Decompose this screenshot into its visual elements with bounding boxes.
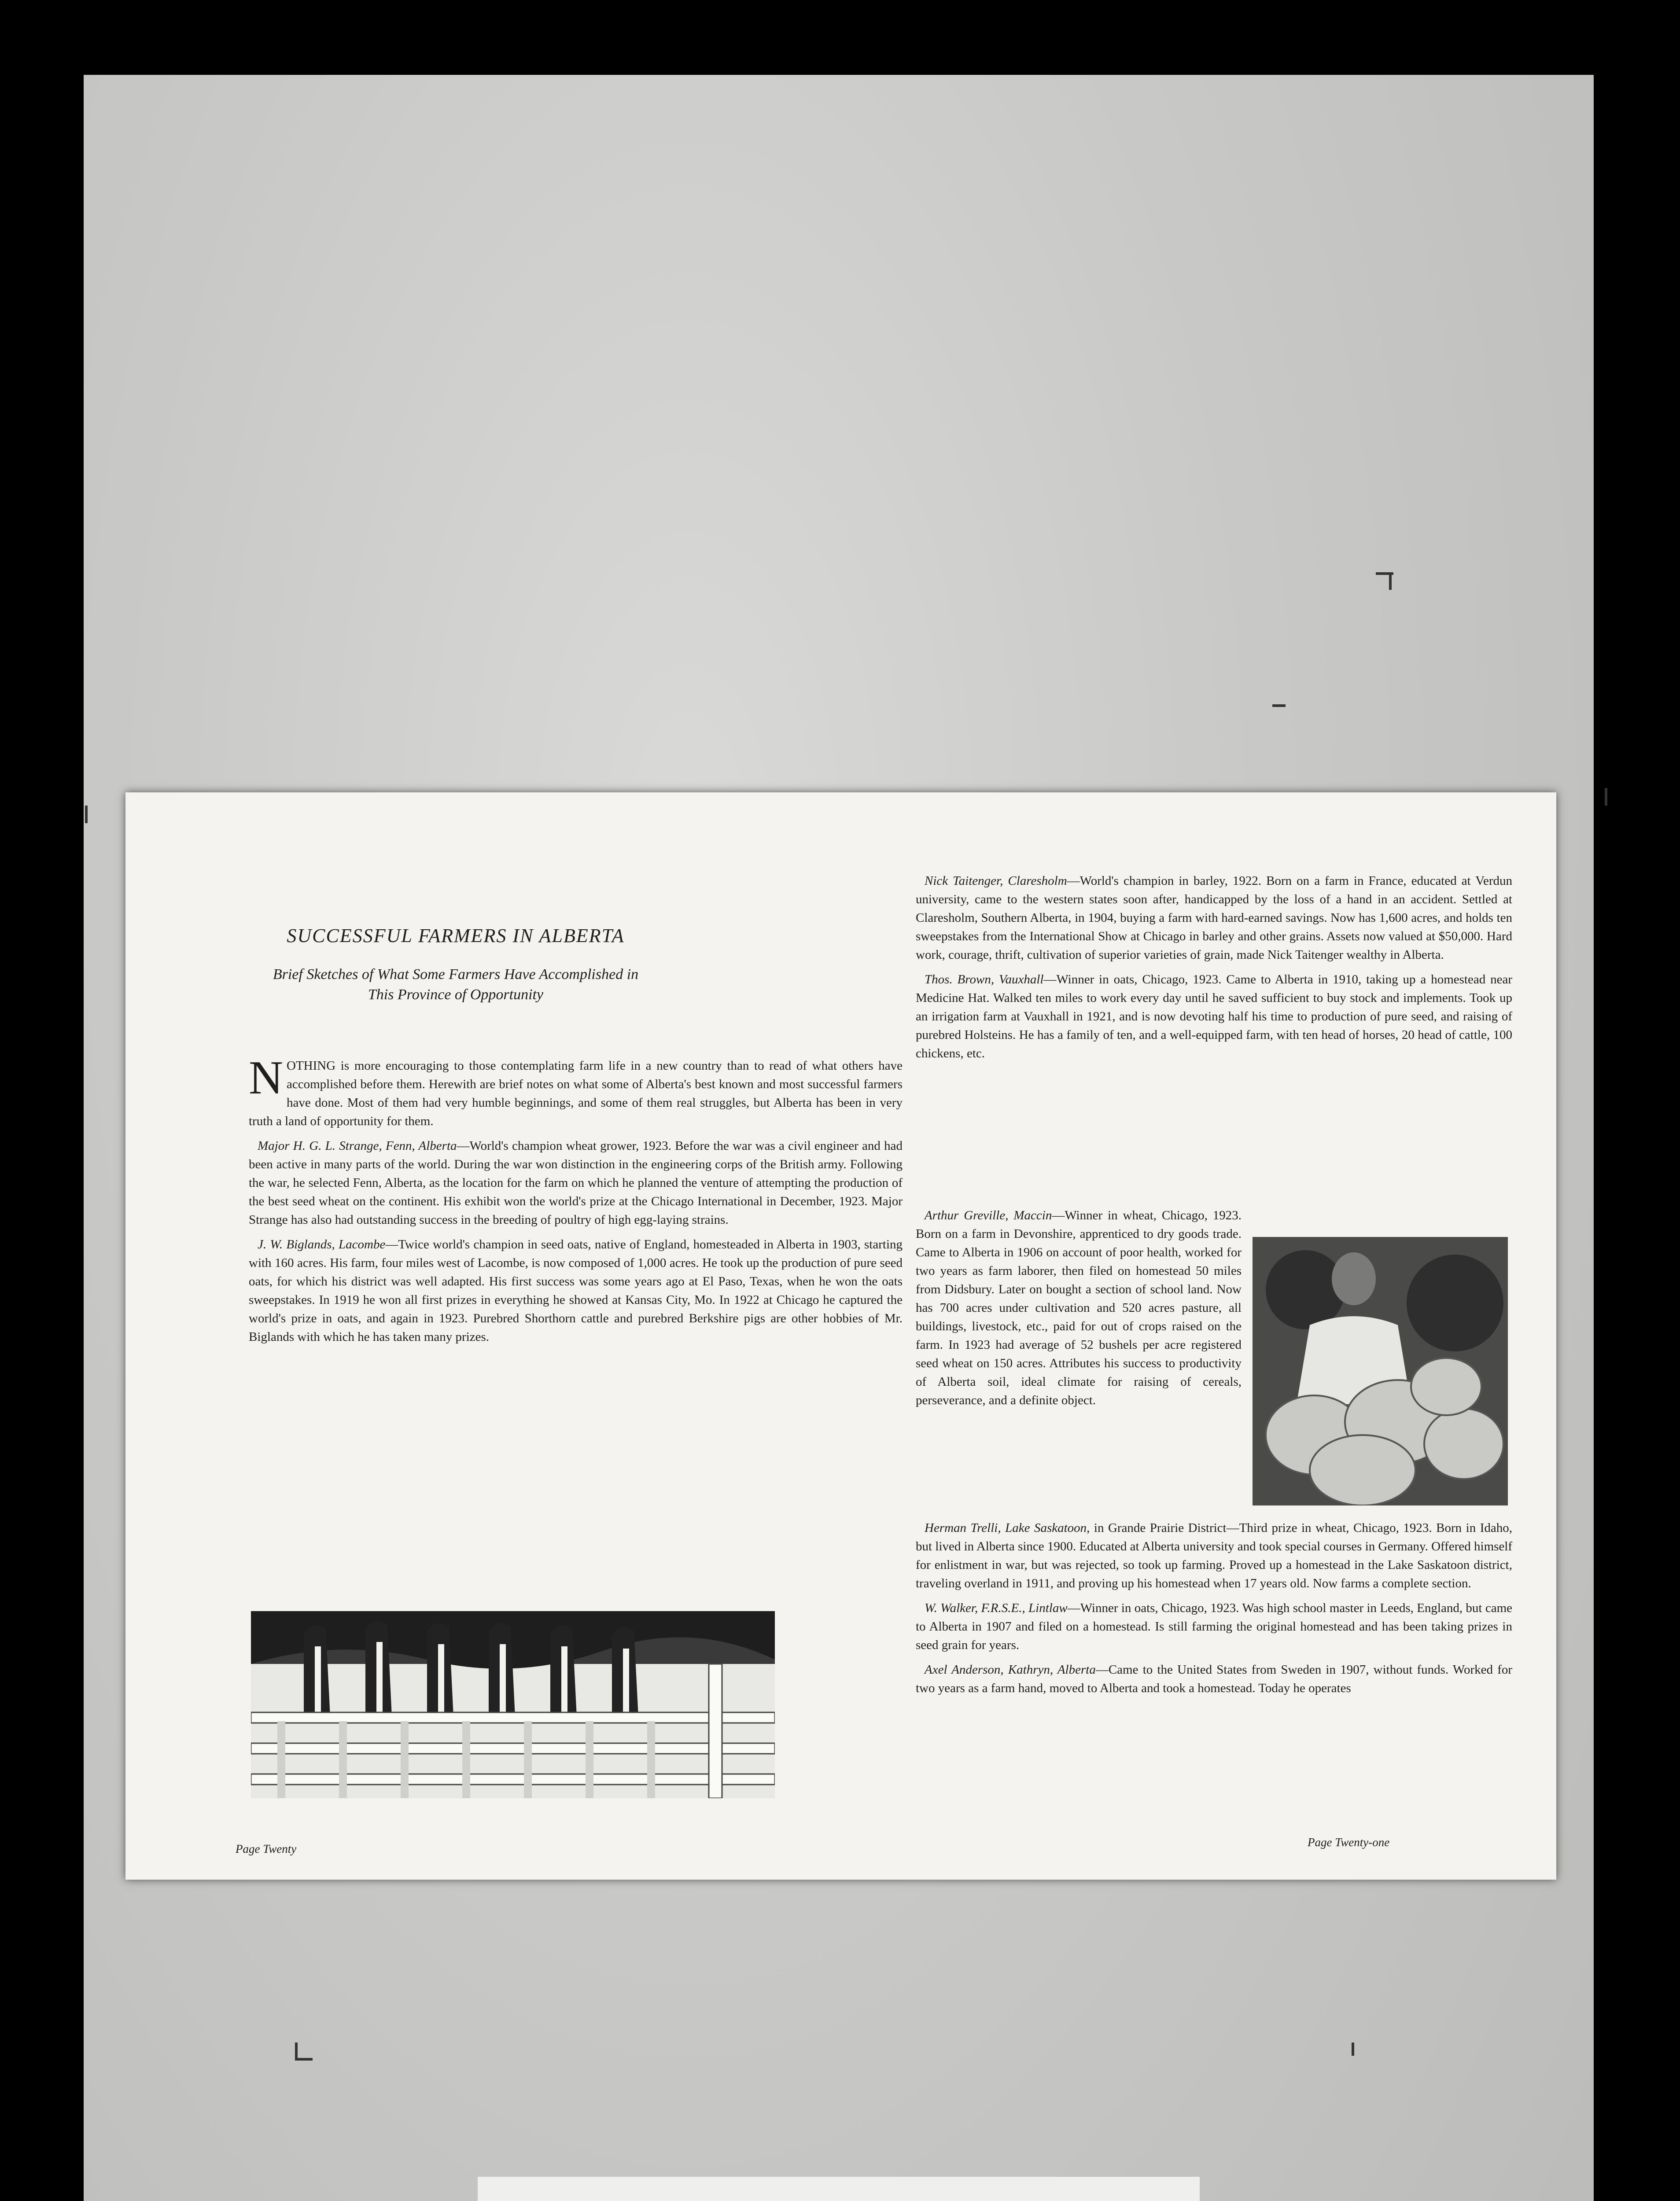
sketch-paragraph xyxy=(916,872,1512,964)
sketch-paragraph xyxy=(249,1137,903,1229)
sketch-paragraph xyxy=(249,1235,903,1346)
sketch-paragraph xyxy=(916,1660,1512,1697)
sketch-paragraph xyxy=(916,970,1512,1063)
farmer-name: Axel Anderson, Kathryn, Alberta xyxy=(925,1663,1096,1677)
article-header xyxy=(192,924,720,1005)
farmer-name: Thos. Brown, Vauxhall xyxy=(925,972,1044,986)
farmer-name: Arthur Greville, Maccin xyxy=(925,1208,1052,1222)
corner-mark xyxy=(1605,788,1607,806)
article-title: SUCCESSFUL FARMERS IN ALBERTA xyxy=(287,925,625,946)
corner-mark xyxy=(295,2043,298,2060)
farmer-text: —Twice world's champion in seed oats, native of England, homesteaded in Alberta in 1903, starting with 160 acres. His farm, four miles west of Lacombe, is now composed of 1,000 acres. He took up the production of pure seed oats, for which his district was well adapted. His first success was some years ago at El Paso, Texas, when he won the oats sweepstakes. In 1919 he won all first prizes in everything he showed at Kansas City, Mo. In 1922 at Chicago he captured the world's prize in oats, and again in 1923. Purebred Shorthorn cattle and purebred Berkshire pigs are other hobbies of Mr. Biglands with which he has taken many prizes. xyxy=(249,1237,903,1344)
right-column-bottom xyxy=(916,1519,1512,1704)
farmer-text: —Winner in oats, Chicago, 1923. Came to Alberta in 1910, taking up a homestead near Medicine Hat. Walked ten miles to work every day until he saved sufficient to buy stock and implements. Took up an irrigation farm at Vauxhall in 1921, and is now devoting half his time to production of pure seed, and raising of purebred Holsteins. He has a family of ten, and a well-equipped farm, with ten head of horses, 20 head of cattle, 100 chickens, etc. xyxy=(916,972,1512,1060)
sketch-paragraph xyxy=(916,1519,1512,1593)
farmer-name: W. Walker, F.R.S.E., Lintlaw xyxy=(925,1601,1068,1615)
farmer-name: Nick Taitenger, Claresholm xyxy=(925,874,1067,888)
farmer-text: —World's champion in barley, 1922. Born on a farm in France, educated at Verdun university, came to the western states soon after, handicapped by the loss of a hand in an accident. Settled at Claresholm, Southern Alberta, in 1904, buying a farm with hard-earned savings. Now has 1,600 acres, and holds ten sweepstakes from the International Show at Chicago in barley and other grains. Assets now valued at $50,000. Hard work, courage, thrift, cultivation of superior varieties of grain, made Nick Taitenger wealthy in Alberta. xyxy=(916,874,1512,962)
farmer-name: Major H. G. L. Strange, Fenn, Alberta xyxy=(258,1139,457,1153)
sketch-paragraph xyxy=(916,1599,1512,1654)
sketch-paragraph xyxy=(916,1206,1242,1410)
corner-mark xyxy=(1352,2043,1354,2056)
page-number-right: Page Twenty-one xyxy=(1308,1836,1390,1849)
left-column xyxy=(249,1052,903,1352)
right-column-top xyxy=(916,872,1512,1069)
intro-text: OTHING is more encouraging to those contemplating farm life in a new country than to read of what others have accomplished before them. Herewith are brief notes on what some of Alberta's best known and most successful farmers have done. Most of them had very humble beginnings, and some of them real struggles, but Alberta has been in very truth a land of opportunity for them. xyxy=(249,1059,903,1128)
farmer-text: —Came to the United States from Sweden in 1907, without funds. Worked for two years as a farm hand, moved to Alberta and took a homestead. Today he operates xyxy=(916,1663,1513,1695)
pumpkins-illustration xyxy=(1253,1237,1508,1505)
corner-mark xyxy=(1272,704,1286,707)
farmer-name: Herman Trelli, Lake Saskatoon xyxy=(925,1521,1087,1535)
drop-cap: N xyxy=(249,1052,283,1104)
right-column-narrow xyxy=(916,1206,1242,1416)
article-subtitle-line1: Brief Sketches of What Some Farmers Have Accomplished in xyxy=(273,966,639,983)
horses-illustration xyxy=(251,1611,775,1798)
document-page xyxy=(125,792,1556,1880)
label-tab xyxy=(478,2177,1200,2201)
farmer-text: —World's champion wheat grower, 1923. Before the war was a civil engineer and had been active in many parts of the world. During the war won distinction in the engineering corps of the British army. Following the war, he selected Fenn, Alberta, as the location for the farm on which he planned the venture of attempting the production of the best seed wheat on the continent. His exhibit won the world's prize at the Chicago International in December, 1923. Major Strange has also had outstanding success in the breeding of poultry of high egg-laying strains. xyxy=(249,1139,903,1227)
corner-mark xyxy=(295,2058,313,2061)
farmer-text: , in Grande Prairie District—Third prize in wheat, Chicago, 1923. Born in Idaho, but lived in Alberta since 1900. Educated at Alberta university and took special courses in Germany. Offered himself for enlistment in war, but was rejected, so took up farming. Proved up a homestead in the Lake Saskatoon district, traveling overland in 1911, and proving up his homestead when 17 years old. Now farms a complete section. xyxy=(916,1521,1512,1590)
page-number-left: Page Twenty xyxy=(236,1842,297,1855)
intro-paragraph xyxy=(249,1052,903,1130)
corner-mark xyxy=(1389,572,1392,590)
farmer-text: —Winner in wheat, Chicago, 1923. Born on a farm in Devonshire, apprenticed to dry goods trade. Came to Alberta in 1906 on account of poor health, worked for two years as farm laborer, then filed on homestead 50 miles from Didsbury. Later on bought a section of school land. Now has 700 acres under cultivation and 520 acres pasture, all buildings, livestock, etc., paid for out of crops raised on the farm. In 1923 had average of 52 bushels per acre registered seed wheat on 150 acres. Attributes his success to productivity of Alberta soil, ideal climate for raising of cereals, perseverance, and a definite object. xyxy=(916,1208,1242,1407)
horses-photo xyxy=(251,1611,775,1798)
farmer-name: J. W. Biglands, Lacombe xyxy=(258,1237,386,1251)
girl-with-pumpkins-photo xyxy=(1253,1237,1508,1505)
farmer-text: —Winner in oats, Chicago, 1923. Was high school master in Leeds, England, but came to Alberta in 1907 and filed on a homestead. Is still farming the original homestead and has been taking prizes in seed grain for years. xyxy=(916,1601,1512,1652)
article-subtitle-line2: This Province of Opportunity xyxy=(368,986,544,1003)
corner-mark xyxy=(85,806,88,823)
